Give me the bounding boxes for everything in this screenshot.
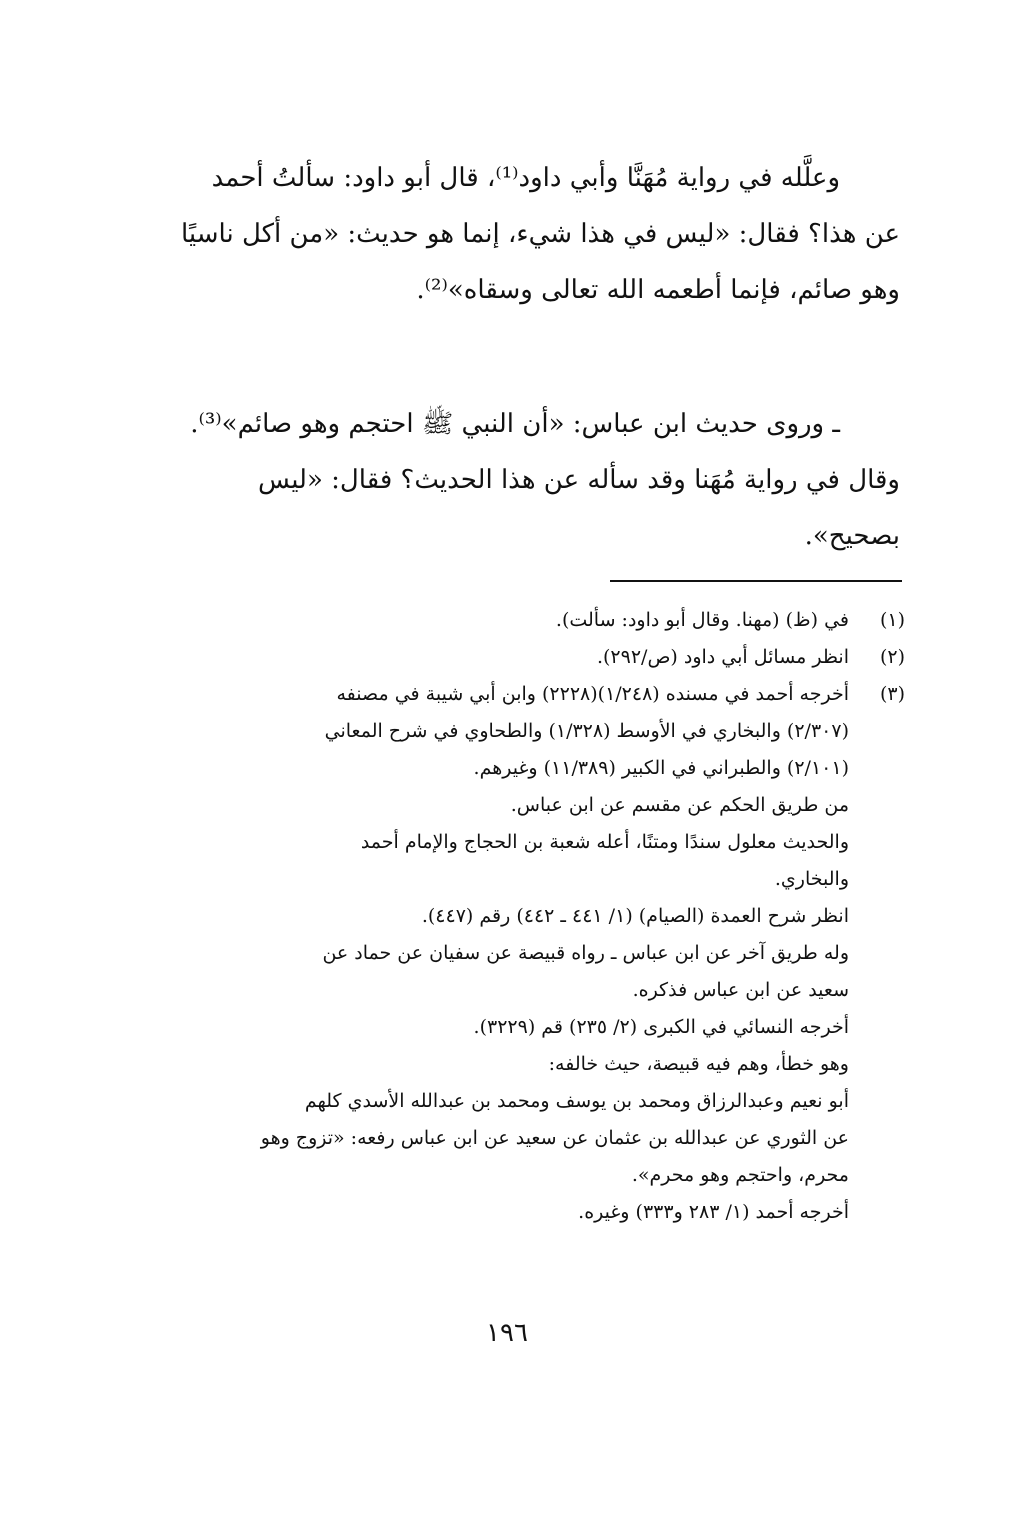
footnote-3-line-11: وهو خطأ، وهم فيه قبيصة، حيث خالفه: (548, 1053, 849, 1075)
footnote-3-line-13: عن الثوري عن عبدالله بن عثمان عن سعيد عن ابن عباس رفعه: «تزوج وهو (260, 1127, 849, 1149)
footnote-2 (130, 639, 905, 676)
main-paragraph-1 (130, 150, 900, 318)
footnote-3-line-10: أخرجه النسائي في الكبرى (٢/ ٢٣٥) قم (٣٢٢٩). (473, 1016, 849, 1038)
footnote-3-line-14: محرم، واحتجم وهو محرم». (631, 1164, 849, 1186)
main-paragraph-2 (130, 396, 900, 564)
para1-line-2: عن هذا؟ فقال: «ليس في هذا شيء، إنما هو حديث: «من أكل ناسيًا (180, 219, 900, 249)
para2-line-2: وقال في رواية مُهَنا وقد سأله عن هذا الحديث؟ فقال: «ليس (258, 465, 900, 495)
footnote-separator (610, 580, 902, 582)
footnote-2-text: انظر مسائل أبي داود (ص/٢٩٢). (596, 646, 849, 668)
footnote-3-line-6: والبخاري. (774, 868, 849, 890)
para1-line-3: وهو صائم، فإنما أطعمه الله تعالى وسقاه»⁽²⁾. (416, 275, 900, 305)
footnote-1-text: في (ظ) (مهنا. وقال أبو داود: سألت). (555, 609, 849, 631)
footnote-2-number: (٢) (879, 646, 905, 668)
footnote-3-line-8: وله طريق آخر عن ابن عباس ـ رواه قبيصة عن سفيان عن حماد عن (322, 942, 849, 964)
footnote-3 (130, 676, 905, 713)
footnote-3-number: (٣) (879, 683, 905, 705)
para2-line-3: بصحيح». (804, 521, 900, 551)
footnote-3-line-12: أبو نعيم وعبدالرزاق ومحمد بن يوسف ومحمد بن عبدالله الأسدي كلهم (304, 1090, 849, 1112)
footnote-1 (130, 602, 905, 639)
para2-line-1: ـ وروى حديث ابن عباس: «أن النبي ﷺ احتجم وهو صائم»⁽³⁾. (190, 409, 840, 439)
footnotes (130, 602, 905, 1231)
footnote-3-line-2: (٢/٣٠٧) والبخاري في الأوسط (١/٣٢٨) والطحاوي في شرح المعاني (324, 720, 849, 742)
footnote-3-line-15: أخرجه أحمد (١/ ٢٨٣ و٣٣٣) وغيره. (578, 1201, 849, 1223)
footnote-3-line-7: انظر شرح العمدة (الصيام) (١/ ٤٤١ ـ ٤٤٢) رقم (٤٤٧). (421, 905, 849, 927)
footnote-3-line-3: (٢/١٠١) والطبراني في الكبير (١١/٣٨٩) وغيرهم. (473, 757, 849, 779)
page-number: ١٩٦ (486, 1318, 528, 1348)
para1-line-1: وعلَّله في رواية مُهَنَّا وأبي داود⁽¹⁾، قال أبو داود: سألتُ أحمد (211, 163, 840, 193)
footnote-3-line-1: أخرجه أحمد في مسنده (١/٢٤٨)(٢٢٢٨) وابن أبي شيبة في مصنفه (336, 683, 849, 705)
footnote-1-number: (١) (879, 609, 905, 631)
footnote-3-line-5: والحديث معلول سندًا ومتنًا، أعله شعبة بن الحجاج والإمام أحمد (360, 831, 849, 853)
footnote-3-line-4: من طريق الحكم عن مقسم عن ابن عباس. (510, 794, 849, 816)
footnote-3-line-9: سعيد عن ابن عباس فذكره. (632, 979, 849, 1001)
